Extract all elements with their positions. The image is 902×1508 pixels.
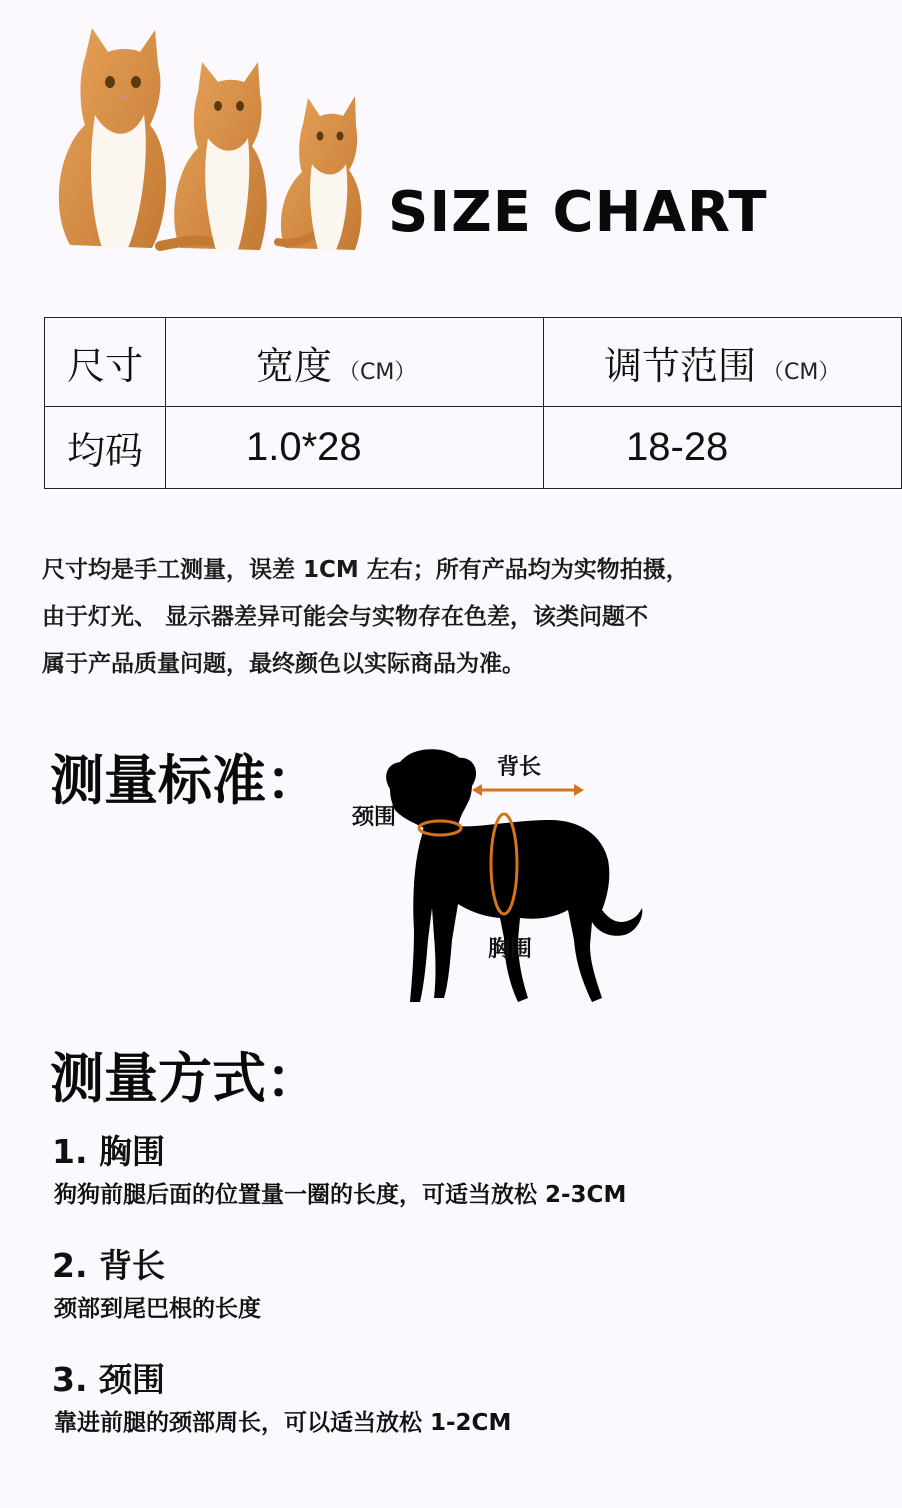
size-table: [44, 317, 902, 489]
cat-large: [59, 28, 166, 248]
range-value: 18-28: [626, 425, 729, 469]
header-width-unit: （CM）: [338, 359, 417, 385]
cell-range: [544, 407, 902, 489]
cell-size: [45, 407, 166, 489]
step-title-neck: 3. 颈围: [52, 1360, 165, 1399]
note-line: 尺寸均是手工测量，误差 1CM 左右；所有产品均为实物拍摄，: [42, 557, 689, 583]
cat-medium: [160, 62, 267, 250]
dog-silhouette: [386, 749, 642, 1002]
standard-title: 测量标准：: [50, 749, 320, 812]
step-desc-back: 颈部到尾巴根的长度: [54, 1296, 261, 1322]
cats-photo: [40, 20, 380, 260]
back-length-label: 背长: [497, 755, 542, 780]
note-line: 由于灯光、 显示器差异可能会与实物存在色差，该类问题不: [42, 604, 649, 630]
size-value: 均码: [66, 429, 143, 473]
cell-width: [166, 407, 544, 489]
back-length-arrow: [472, 784, 584, 796]
table-header-row: [45, 318, 902, 407]
header-cell-range: [544, 318, 902, 407]
step-title-chest: 1. 胸围: [52, 1132, 165, 1171]
method-title: 测量方式：: [50, 1047, 320, 1110]
step-desc-neck: 靠进前腿的颈部周长，可以适当放松 1-2CM: [54, 1410, 512, 1436]
header-range-unit: （CM）: [762, 359, 841, 385]
neck-label: 颈围: [352, 805, 397, 830]
chest-label: 胸围: [488, 937, 533, 962]
note-line: 属于产品质量问题，最终颜色以实际商品为准。: [42, 651, 525, 677]
table-row: [45, 407, 902, 489]
header-range-label: 调节范围: [604, 343, 757, 388]
header-width-label: 宽度: [256, 343, 333, 388]
cat-small: [278, 96, 361, 250]
measurement-note: [42, 547, 762, 688]
step-desc-chest: 狗狗前腿后面的位置量一圈的长度，可适当放松 2-3CM: [54, 1182, 627, 1208]
page-title: SIZE CHART: [388, 180, 768, 245]
header-cell-width: [166, 318, 544, 407]
step-title-back: 2. 背长: [52, 1246, 165, 1285]
header-cell-size: [45, 318, 166, 407]
header-size-label: 尺寸: [66, 343, 143, 388]
width-value: 1.0*28: [246, 425, 362, 469]
